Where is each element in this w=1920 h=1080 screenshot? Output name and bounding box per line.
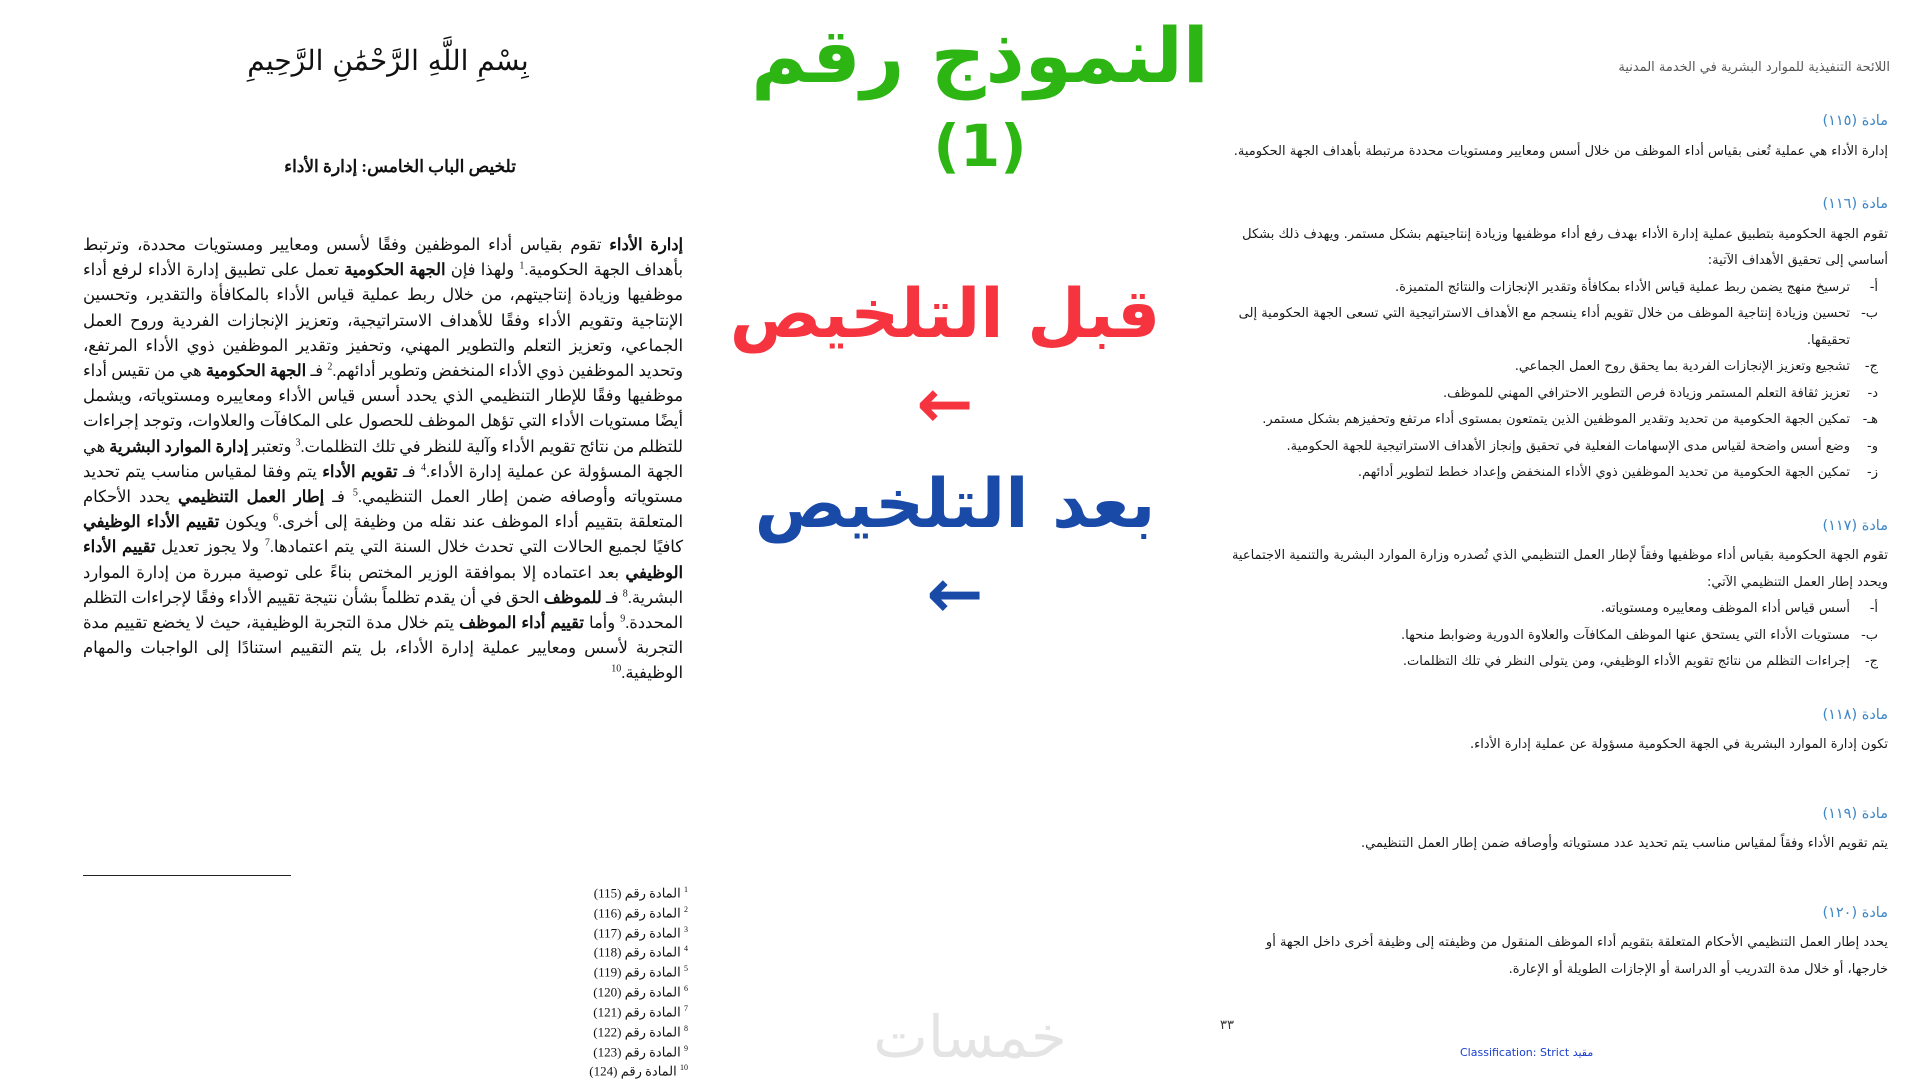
- footnote-text: المادة رقم (115): [593, 885, 684, 901]
- bold-term: إدارة الموارد البشرية: [109, 436, 249, 456]
- summary-text: بعد اعتماده إلا بموافقة الوزير المختص بناءً على توصية مبررة من إدارة الموارد البشرية.: [83, 562, 683, 607]
- list-item-text: ترسيخ منهج يضمن ربط عملية قياس الأداء بمكافأة وتقدير الإنجازات والنتائج المتميزة.: [1395, 279, 1850, 295]
- article-list-item: [1228, 434, 1888, 461]
- footnote-text: المادة رقم (124): [589, 1063, 680, 1079]
- article-heading: مادة (١١٥): [1822, 113, 1888, 129]
- summary-text: الحق في أن يقدم تظلماً بشأن نتيجة تقييم الأداء وفقًا لإجراءات التظلم المحددة.: [83, 587, 683, 633]
- bold-term: الجهة الحكومية: [205, 361, 307, 381]
- footnote-ref: 8: [622, 588, 628, 600]
- footnote-number: 9: [684, 1043, 688, 1053]
- footnote-text: المادة رقم (121): [593, 1004, 684, 1020]
- article-text: تقوم الجهة الحكومية بقياس أداء موظفيها وفقاً لإطار العمل التنظيمي الذي تُصدره وزارة الموارد البشرية والتنمية الاجتماعية ويحدد إطار العمل التنظيمي الآتي:: [1231, 548, 1888, 590]
- list-item-label: ج-: [1864, 654, 1878, 669]
- footnote-ref: 9: [620, 613, 626, 625]
- footnote-item: [560, 981, 688, 1001]
- bold-term: تقييم الأداء الوظيفي: [83, 512, 220, 532]
- list-item-label: د-: [1867, 385, 1878, 401]
- document-header: اللائحة التنفيذية للموارد البشرية في الخدمة المدنية: [1618, 60, 1890, 75]
- footnote-item: [560, 1021, 688, 1041]
- footnote-number: 2: [684, 904, 688, 914]
- list-item-label: أ-: [1869, 279, 1878, 295]
- article-list-item: [1228, 407, 1888, 434]
- article-block: [1228, 513, 1888, 676]
- article-list-item: [1228, 301, 1888, 354]
- list-item-label: هـ-: [1862, 412, 1878, 427]
- article-block: [1228, 801, 1888, 858]
- footnote-number: 10: [680, 1063, 688, 1073]
- bold-term: إدارة الأداء: [609, 235, 683, 254]
- footnote-ref: 1: [519, 260, 525, 272]
- summary-text: هي من تقيس أداء موظفيها وفقًا للإطار التنظيمي الذي يحدد أسس قياس الأداء ومعاييره ومستوياته، ويشمل أيضًا مستويات الأداء التي تؤهل الموظف للحصول على المكافآت والعلاوات، وتوجد إجراءات للتظلم من نتائج تقويم الأداء وآلية للنظر في تلك التظلمات.: [83, 361, 683, 456]
- list-item-label: و-: [1867, 438, 1878, 454]
- model-title: النموذج رقم: [751, 11, 1209, 100]
- footnote-item: [560, 922, 688, 942]
- article-list-item: [1228, 596, 1888, 623]
- summary-text: ويكون: [219, 512, 274, 532]
- list-item-text: وضع أسس واضحة لقياس مدى الإسهامات الفعلية في تحقيق وإنجاز الأهداف الاستراتيجية للجهة الحكومية.: [1286, 438, 1850, 454]
- article-text: يتم تقويم الأداء وفقاً لمقياس مناسب يتم تحديد عدد مستوياته وأوصافه ضمن إطار العمل التنظيمي.: [1360, 836, 1888, 851]
- bold-term: تقييم الأداء الوظيفي: [83, 537, 683, 582]
- footnote-text: المادة رقم (123): [593, 1043, 684, 1059]
- article-list-item: [1228, 275, 1888, 302]
- footnote-number: 4: [684, 944, 688, 954]
- list-item-text: تمكين الجهة الحكومية من تحديد وتقدير الموظفين الذين يتمتعون بمستوى أداء مرتفع وتحفيزهم بشكل مستمر.: [1262, 412, 1850, 427]
- summary-text: وتعتبر: [248, 436, 296, 456]
- article-text: إدارة الأداء هي عملية تُعنى بقياس أداء الموظف من خلال أسس ومعايير ومستويات محددة مرتبطة بأهداف الجهة الحكومية.: [1233, 143, 1888, 159]
- footnote-number: 1: [684, 885, 688, 894]
- list-item-text: إجراءات التظلم من نتائج تقويم الأداء الوظيفي، ومن يتولى النظر في تلك التظلمات.: [1402, 654, 1850, 669]
- footnote-ref: 3: [295, 437, 301, 449]
- article-heading: مادة (١١٦): [1822, 196, 1888, 212]
- article-list-item: [1228, 381, 1888, 408]
- footnote-ref: 10: [611, 664, 622, 676]
- list-item-label: أ-: [1869, 601, 1878, 616]
- bold-term: إطار العمل التنظيمي: [177, 487, 325, 507]
- list-item-label: ج-: [1864, 359, 1878, 374]
- article-block: [1228, 702, 1888, 759]
- footnote-ref: 4: [420, 462, 426, 474]
- bold-term: للموظف: [543, 587, 602, 607]
- footnote-item: [560, 1041, 688, 1061]
- footnotes-list: [560, 882, 688, 1080]
- article-list-item: [1228, 623, 1888, 650]
- footnote-number: 3: [684, 924, 688, 934]
- article-block: [1228, 191, 1888, 487]
- summary-text: يتم وفقا لمقياس مناسب يتم تحديد مستوياته وأوصافه ضمن إطار العمل التنظيمي.: [83, 461, 683, 507]
- footnote-ref: 7: [264, 538, 270, 550]
- article-heading: مادة (١١٩): [1822, 805, 1888, 822]
- footnote-item: [560, 902, 688, 922]
- summary-text: وأما: [583, 613, 621, 633]
- summary-text: فـ: [601, 587, 623, 607]
- summary-text: تقوم بقياس أداء الموظفين وفقًا لأسس ومعايير ومستويات محددة، وترتبط بأهداف الجهة الحكومية.: [83, 235, 683, 280]
- footnote-item: [560, 1001, 688, 1021]
- article-text: يحدد إطار العمل التنظيمي الأحكام المتعلقة بتقويم أداء الموظف المنقول من وظيفته إلى وظيفة أخرى داخل الجهة أو خارجها، أو خلال مدة التدريب أو الدراسة أو الإجازات الطويلة أو الإعارة.: [1265, 935, 1888, 977]
- after-summary-label: بعد التلخيص ←: [754, 465, 1156, 634]
- summary-body: [83, 232, 683, 686]
- summary-text: فـ: [324, 487, 353, 507]
- footnote-number: 5: [684, 964, 688, 974]
- footnote-item: [560, 961, 688, 981]
- summary-text: يتم خلال مدة التجربة الوظيفية، حيث لا يخضع تقييم مدة التجربة لأسس ومعايير عملية إدارة الأداء، بل يتم التقييم استنادًا إلى الواجبات والمهام الوظيفية.: [83, 613, 683, 683]
- list-item-label: ب-: [1861, 306, 1878, 321]
- bold-term: الجهة الحكومية: [344, 260, 446, 280]
- footnote-text: المادة رقم (119): [593, 964, 684, 980]
- articles-list: [1228, 108, 1888, 983]
- list-item-text: تمكين الجهة الحكومية من تحديد الموظفين ذوي الأداء المنخفض وإعداد خطط لتطوير أدائهم.: [1357, 465, 1850, 480]
- list-item-label: ب-: [1861, 627, 1878, 643]
- footnote-text: المادة رقم (118): [593, 944, 684, 960]
- list-item-text: تعزيز ثقافة التعلم المستمر وزيادة فرص التطوير الاحترافي المهني للموظف.: [1443, 385, 1850, 401]
- footnote-ref: 5: [352, 487, 358, 499]
- list-item-label: ز-: [1867, 465, 1878, 480]
- article-list-item: [1228, 354, 1888, 381]
- bold-term: تقويم الأداء: [322, 461, 398, 481]
- classification-label: Classification: Strict مقيد: [1460, 1046, 1594, 1059]
- list-item-text: تشجيع وتعزيز الإنجازات الفردية بما يحقق روح العمل الجماعي.: [1514, 359, 1850, 374]
- summary-text: ولهذا فإن: [445, 260, 520, 280]
- footnote-text: المادة رقم (120): [593, 984, 684, 1000]
- footnote-item: [560, 1060, 688, 1080]
- summary-text: كافيًا لجميع الحالات التي تحدث خلال السنة التي يتم اعتمادها.: [269, 537, 683, 557]
- summary-text: تعمل على تطبيق إدارة الأداء لرفع أداء موظفيها وزيادة إنتاجيتهم، من خلال ربط عملية قياس الأداء بالمكافأة والتقدير، وتحسين الإنتاجية وتقويم الأداء وفقًا للأهداف الاستراتيجية، وتعزيز الإنجازات الفردية وروح العمل الجماعي، وتعزيز التعلم والتطوير المهني، وتحفيز وتقدير الموظفين ذوي الأداء المرتفع، وتحديد الموظفين ذوي الأداء المنخفض وتطوير أدائهم.: [83, 260, 684, 381]
- summary-text: فـ: [397, 461, 421, 481]
- article-text: تقوم الجهة الحكومية بتطبيق عملية إدارة الأداء بهدف رفع أداء موظفيها وزيادة إنتاجيتهم بشكل مستمر. ويهدف ذلك بشكل أساسي إلى تحقيق الأهداف الآتية:: [1242, 226, 1888, 268]
- list-item-text: تحسين وزيادة إنتاجية الموظف من خلال تقويم أداء ينسجم مع الأهداف الاستراتيجية التي تسعى الجهة الحكومية إلى تحقيقها.: [1238, 306, 1850, 348]
- summary-text: فـ: [306, 361, 328, 381]
- summary-title: تلخيص الباب الخامس: إدارة الأداء: [284, 157, 516, 176]
- summary-text: هي الجهة المسؤولة عن عملية إدارة الأداء.: [83, 436, 684, 481]
- article-heading: مادة (١١٧): [1822, 517, 1888, 534]
- list-item-text: مستويات الأداء التي يستحق عنها الموظف المكافآت والعلاوة الدورية وضوابط منحها.: [1401, 627, 1850, 643]
- summary-text: ولا يجوز تعديل: [155, 537, 265, 557]
- list-item-text: أسس قياس أداء الموظف ومعاييره ومستوياته.: [1600, 601, 1850, 616]
- summary-text: يحدد الأحكام المتعلقة بتقييم أداء الموظف عند نقله من وظيفة إلى أخرى.: [83, 487, 683, 532]
- footnote-number: 7: [684, 1003, 688, 1013]
- article-list-item: [1228, 460, 1888, 487]
- footnote-text: المادة رقم (122): [593, 1024, 684, 1040]
- article-block: [1228, 900, 1888, 984]
- footnote-text: المادة رقم (117): [593, 924, 684, 940]
- before-summary-label: قبل التلخيص ←: [729, 275, 1161, 444]
- article-heading: مادة (١١٨): [1822, 706, 1888, 723]
- article-block: [1228, 108, 1888, 165]
- basmala-calligraphy: بِسْمِ اللَّهِ الرَّحْمَٰنِ الرَّحِيمِ: [247, 44, 529, 77]
- footnote-text: المادة رقم (116): [593, 905, 684, 921]
- article-list-item: [1228, 649, 1888, 676]
- article-heading: مادة (١٢٠): [1822, 904, 1888, 921]
- footnote-number: 8: [684, 1023, 688, 1033]
- article-text: تكون إدارة الموارد البشرية في الجهة الحكومية مسؤولة عن عملية إدارة الأداء.: [1469, 737, 1888, 752]
- bold-term: تقييم أداء الموظف: [459, 613, 584, 633]
- footnote-item: [560, 882, 688, 902]
- watermark-logo: خمسات: [873, 1003, 1067, 1071]
- footnote-item: [560, 941, 688, 961]
- footnote-divider: [83, 875, 291, 876]
- page-number: ٣٣: [1220, 1018, 1234, 1033]
- model-number: (1): [933, 112, 1027, 180]
- footnote-ref: 2: [327, 361, 333, 373]
- footnote-number: 6: [684, 984, 688, 994]
- footnote-ref: 6: [273, 512, 279, 524]
